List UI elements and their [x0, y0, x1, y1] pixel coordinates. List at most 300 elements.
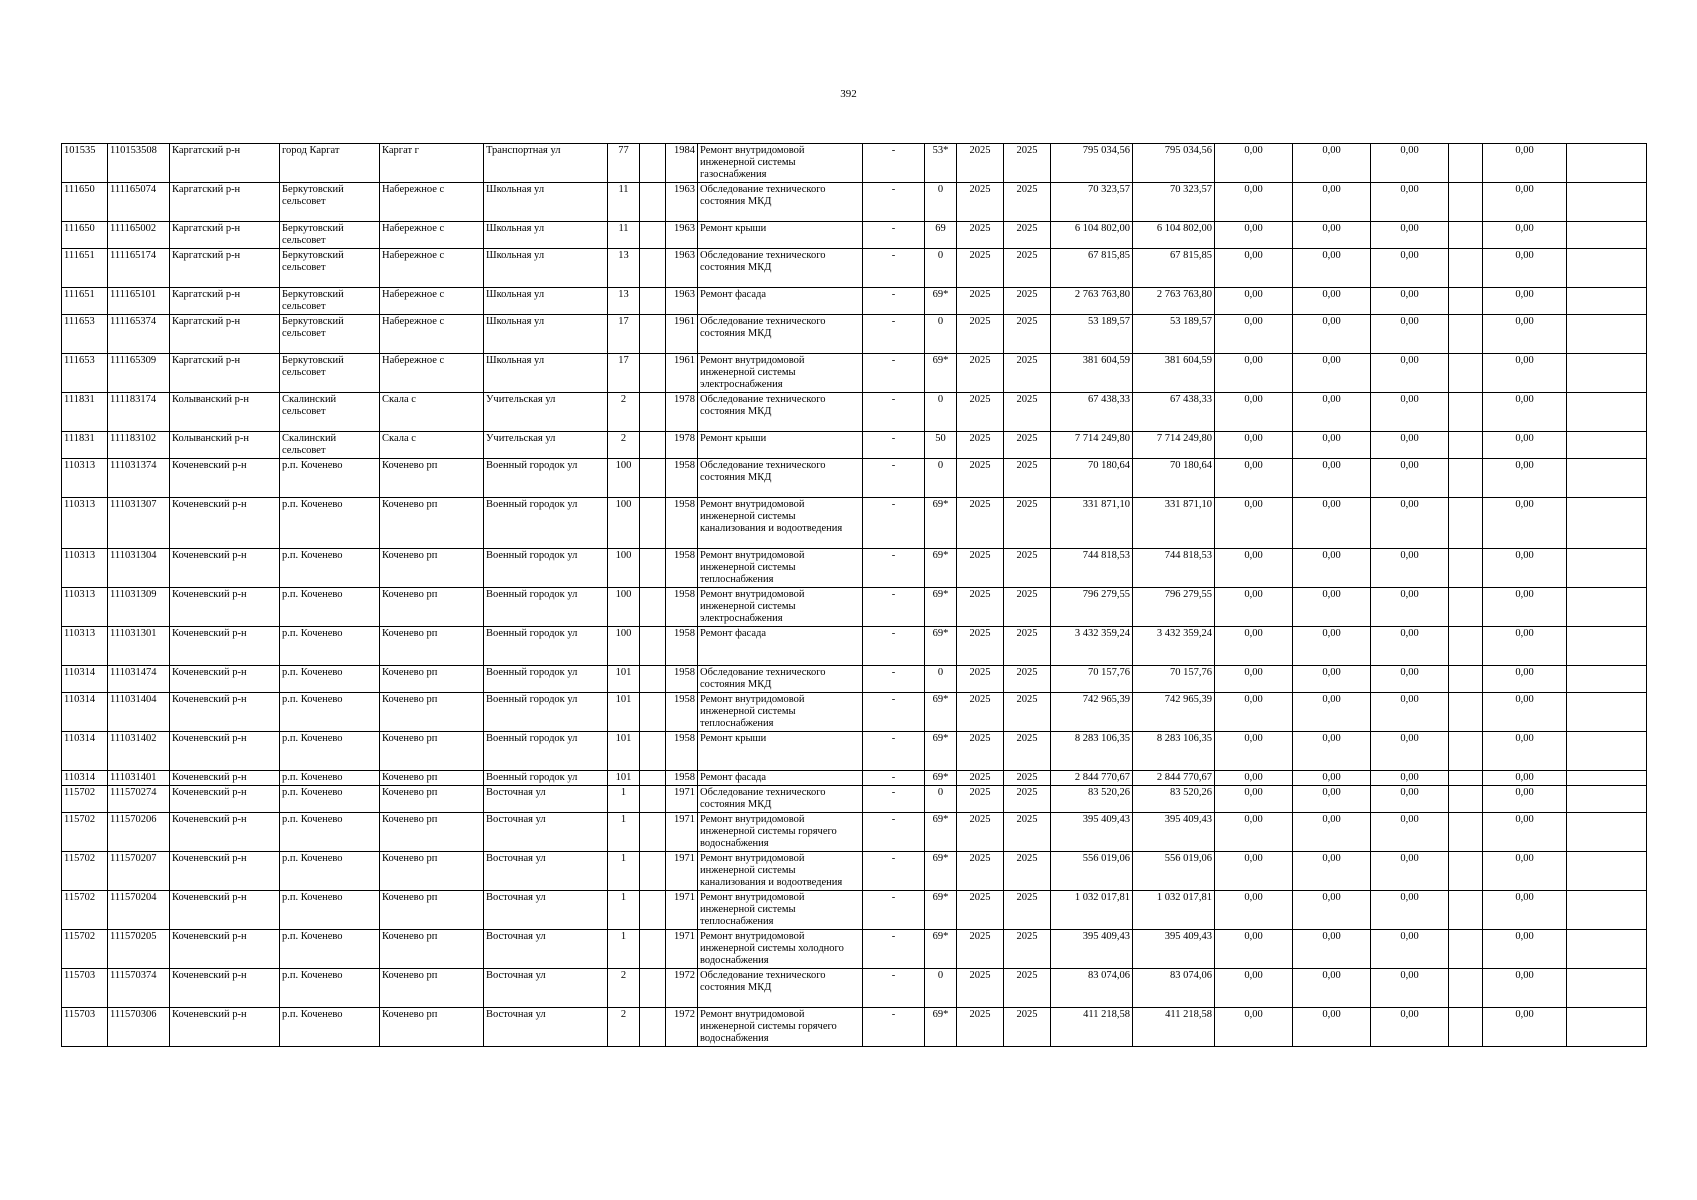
cell-year-built: 1963	[666, 222, 698, 249]
cell-work-type: Ремонт крыши	[698, 732, 863, 771]
table-row	[62, 852, 1647, 891]
cell-year-end: 2025	[1004, 144, 1051, 183]
cell-flag: -	[863, 627, 925, 666]
cell-work-type: Ремонт внутридомовой инженерной системы электроснабжения	[698, 588, 863, 627]
cell-fund-owners: 0,00	[1483, 393, 1567, 432]
cell-work-type: Ремонт фасада	[698, 288, 863, 315]
cell-wear-percent: 50	[925, 432, 957, 459]
cell-district: Коченевский р-н	[170, 852, 280, 891]
cell-work-type: Обследование технического состояния МКД	[698, 393, 863, 432]
cell-district: Каргатский р-н	[170, 183, 280, 222]
table-row	[62, 354, 1647, 393]
cell-building	[640, 249, 666, 288]
cell-house-id: 115703	[62, 1008, 108, 1047]
cell-fund-federal: 0,00	[1215, 891, 1293, 930]
cell-fund-federal: 0,00	[1215, 969, 1293, 1008]
cell-district: Коченевский р-н	[170, 588, 280, 627]
cell-blank-col	[1449, 432, 1483, 459]
cell-house-number: 11	[608, 222, 640, 249]
page-number: 392	[840, 88, 857, 100]
cell-year-end: 2025	[1004, 891, 1051, 930]
cell-total-cost: 53 189,57	[1051, 315, 1133, 354]
cell-wear-percent: 0	[925, 786, 957, 813]
cell-house-number: 100	[608, 498, 640, 549]
cell-year-built: 1958	[666, 549, 698, 588]
cell-house-number: 13	[608, 288, 640, 315]
cell-blank-col-2	[1567, 144, 1647, 183]
cell-fund-local: 0,00	[1371, 930, 1449, 969]
cell-fund-owners: 0,00	[1483, 732, 1567, 771]
cell-district: Каргатский р-н	[170, 288, 280, 315]
cell-house-id: 111653	[62, 315, 108, 354]
cell-house-id: 111831	[62, 432, 108, 459]
cell-blank-col-2	[1567, 732, 1647, 771]
cell-total-cost: 1 032 017,81	[1051, 891, 1133, 930]
cell-fund-regional: 0,00	[1293, 969, 1371, 1008]
table-row	[62, 666, 1647, 693]
cell-settlement: Коченево рп	[380, 459, 484, 498]
cell-building	[640, 693, 666, 732]
cell-house-number: 1	[608, 891, 640, 930]
cell-cost-budget: 381 604,59	[1133, 354, 1215, 393]
cell-wear-percent: 0	[925, 183, 957, 222]
cell-work-type: Ремонт внутридомовой инженерной системы теплоснабжения	[698, 549, 863, 588]
cell-blank-col-2	[1567, 666, 1647, 693]
cell-year-start: 2025	[957, 183, 1004, 222]
cell-settlement: Набережное с	[380, 183, 484, 222]
cell-settlement: Коченево рп	[380, 771, 484, 786]
cell-building	[640, 930, 666, 969]
cell-fund-regional: 0,00	[1293, 222, 1371, 249]
cell-fund-owners: 0,00	[1483, 354, 1567, 393]
cell-settlement: Каргат г	[380, 144, 484, 183]
cell-blank-col	[1449, 693, 1483, 732]
cell-work-type: Ремонт внутридомовой инженерной системы канализования и водоотведения	[698, 852, 863, 891]
cell-work-type: Ремонт внутридомовой инженерной системы холодного водоснабжения	[698, 930, 863, 969]
cell-house-id: 110313	[62, 459, 108, 498]
cell-municipality: р.п. Коченево	[280, 786, 380, 813]
cell-cost-budget: 6 104 802,00	[1133, 222, 1215, 249]
cell-work-id: 111031307	[108, 498, 170, 549]
cell-street: Восточная ул	[484, 786, 608, 813]
cell-cost-budget: 1 032 017,81	[1133, 891, 1215, 930]
cell-fund-owners: 0,00	[1483, 222, 1567, 249]
cell-work-id: 111165174	[108, 249, 170, 288]
cell-fund-local: 0,00	[1371, 498, 1449, 549]
cell-fund-local: 0,00	[1371, 288, 1449, 315]
cell-building	[640, 732, 666, 771]
cell-flag: -	[863, 288, 925, 315]
cell-year-start: 2025	[957, 786, 1004, 813]
cell-blank-col-2	[1567, 498, 1647, 549]
cell-house-id: 111651	[62, 249, 108, 288]
cell-house-id: 115702	[62, 852, 108, 891]
cell-flag: -	[863, 732, 925, 771]
cell-fund-owners: 0,00	[1483, 771, 1567, 786]
cell-work-id: 111031309	[108, 588, 170, 627]
cell-blank-col	[1449, 786, 1483, 813]
cell-district: Коченевский р-н	[170, 627, 280, 666]
cell-work-type: Ремонт внутридомовой инженерной системы горячего водоснабжения	[698, 813, 863, 852]
cell-work-type: Ремонт внутридомовой инженерной системы теплоснабжения	[698, 693, 863, 732]
cell-blank-col-2	[1567, 852, 1647, 891]
cell-blank-col-2	[1567, 288, 1647, 315]
cell-wear-percent: 0	[925, 459, 957, 498]
cell-work-type: Обследование технического состояния МКД	[698, 315, 863, 354]
cell-wear-percent: 0	[925, 666, 957, 693]
cell-year-built: 1971	[666, 891, 698, 930]
cell-fund-federal: 0,00	[1215, 183, 1293, 222]
cell-cost-budget: 7 714 249,80	[1133, 432, 1215, 459]
cell-blank-col	[1449, 813, 1483, 852]
table-row	[62, 891, 1647, 930]
cell-fund-regional: 0,00	[1293, 183, 1371, 222]
cell-work-id: 111570306	[108, 1008, 170, 1047]
cell-street: Военный городок ул	[484, 693, 608, 732]
cell-house-id: 111653	[62, 354, 108, 393]
table-row	[62, 930, 1647, 969]
cell-district: Коченевский р-н	[170, 549, 280, 588]
cell-fund-regional: 0,00	[1293, 930, 1371, 969]
capital-repair-table	[61, 143, 1647, 1047]
cell-year-end: 2025	[1004, 588, 1051, 627]
cell-fund-federal: 0,00	[1215, 393, 1293, 432]
cell-total-cost: 67 438,33	[1051, 393, 1133, 432]
cell-wear-percent: 69*	[925, 498, 957, 549]
cell-settlement: Коченево рп	[380, 891, 484, 930]
cell-district: Колыванский р-н	[170, 393, 280, 432]
cell-flag: -	[863, 786, 925, 813]
cell-total-cost: 6 104 802,00	[1051, 222, 1133, 249]
cell-street: Восточная ул	[484, 852, 608, 891]
cell-total-cost: 742 965,39	[1051, 693, 1133, 732]
cell-house-id: 115703	[62, 969, 108, 1008]
cell-fund-regional: 0,00	[1293, 891, 1371, 930]
cell-house-number: 77	[608, 144, 640, 183]
cell-fund-regional: 0,00	[1293, 498, 1371, 549]
cell-year-built: 1984	[666, 144, 698, 183]
cell-flag: -	[863, 666, 925, 693]
cell-work-type: Ремонт крыши	[698, 222, 863, 249]
cell-fund-regional: 0,00	[1293, 315, 1371, 354]
cell-year-built: 1958	[666, 771, 698, 786]
cell-municipality: р.п. Коченево	[280, 588, 380, 627]
table-row	[62, 498, 1647, 549]
cell-flag: -	[863, 891, 925, 930]
cell-year-end: 2025	[1004, 930, 1051, 969]
cell-house-id: 110314	[62, 732, 108, 771]
cell-flag: -	[863, 222, 925, 249]
cell-blank-col	[1449, 249, 1483, 288]
cell-flag: -	[863, 354, 925, 393]
cell-year-end: 2025	[1004, 315, 1051, 354]
cell-street: Школьная ул	[484, 249, 608, 288]
cell-municipality: р.п. Коченево	[280, 693, 380, 732]
cell-year-start: 2025	[957, 432, 1004, 459]
cell-cost-budget: 796 279,55	[1133, 588, 1215, 627]
cell-municipality: р.п. Коченево	[280, 813, 380, 852]
cell-fund-local: 0,00	[1371, 813, 1449, 852]
cell-fund-local: 0,00	[1371, 354, 1449, 393]
cell-fund-owners: 0,00	[1483, 852, 1567, 891]
cell-blank-col	[1449, 666, 1483, 693]
cell-municipality: р.п. Коченево	[280, 732, 380, 771]
cell-wear-percent: 69	[925, 222, 957, 249]
cell-fund-owners: 0,00	[1483, 666, 1567, 693]
cell-fund-local: 0,00	[1371, 183, 1449, 222]
cell-district: Каргатский р-н	[170, 144, 280, 183]
cell-cost-budget: 67 438,33	[1133, 393, 1215, 432]
cell-year-end: 2025	[1004, 549, 1051, 588]
cell-municipality: р.п. Коченево	[280, 771, 380, 786]
cell-blank-col-2	[1567, 249, 1647, 288]
cell-district: Каргатский р-н	[170, 315, 280, 354]
cell-fund-local: 0,00	[1371, 393, 1449, 432]
cell-work-type: Обследование технического состояния МКД	[698, 969, 863, 1008]
cell-house-number: 100	[608, 627, 640, 666]
cell-year-start: 2025	[957, 315, 1004, 354]
cell-year-end: 2025	[1004, 852, 1051, 891]
cell-house-id: 110314	[62, 666, 108, 693]
cell-fund-federal: 0,00	[1215, 288, 1293, 315]
cell-municipality: Беркутовский сельсовет	[280, 222, 380, 249]
cell-house-number: 101	[608, 666, 640, 693]
cell-district: Коченевский р-н	[170, 732, 280, 771]
cell-fund-owners: 0,00	[1483, 315, 1567, 354]
cell-settlement: Коченево рп	[380, 627, 484, 666]
cell-street: Восточная ул	[484, 891, 608, 930]
table-row	[62, 627, 1647, 666]
cell-building	[640, 549, 666, 588]
cell-work-id: 111570274	[108, 786, 170, 813]
cell-building	[640, 813, 666, 852]
cell-year-start: 2025	[957, 969, 1004, 1008]
cell-street: Военный городок ул	[484, 732, 608, 771]
cell-house-id: 111650	[62, 183, 108, 222]
cell-year-start: 2025	[957, 288, 1004, 315]
cell-blank-col	[1449, 588, 1483, 627]
cell-house-number: 100	[608, 549, 640, 588]
cell-municipality: р.п. Коченево	[280, 498, 380, 549]
cell-total-cost: 83 074,06	[1051, 969, 1133, 1008]
cell-district: Каргатский р-н	[170, 354, 280, 393]
cell-year-end: 2025	[1004, 354, 1051, 393]
cell-wear-percent: 53*	[925, 144, 957, 183]
cell-fund-local: 0,00	[1371, 852, 1449, 891]
cell-work-type: Ремонт внутридомовой инженерной системы газоснабжения	[698, 144, 863, 183]
cell-year-built: 1978	[666, 393, 698, 432]
cell-fund-federal: 0,00	[1215, 732, 1293, 771]
cell-municipality: Беркутовский сельсовет	[280, 315, 380, 354]
cell-fund-local: 0,00	[1371, 891, 1449, 930]
cell-street: Военный городок ул	[484, 588, 608, 627]
cell-cost-budget: 3 432 359,24	[1133, 627, 1215, 666]
cell-wear-percent: 0	[925, 315, 957, 354]
cell-blank-col	[1449, 498, 1483, 549]
cell-cost-budget: 8 283 106,35	[1133, 732, 1215, 771]
cell-total-cost: 331 871,10	[1051, 498, 1133, 549]
cell-street: Восточная ул	[484, 930, 608, 969]
cell-flag: -	[863, 393, 925, 432]
cell-work-id: 111031401	[108, 771, 170, 786]
cell-wear-percent: 69*	[925, 852, 957, 891]
cell-fund-federal: 0,00	[1215, 771, 1293, 786]
cell-work-id: 111570207	[108, 852, 170, 891]
cell-year-end: 2025	[1004, 969, 1051, 1008]
cell-fund-owners: 0,00	[1483, 183, 1567, 222]
table-row	[62, 459, 1647, 498]
cell-house-number: 13	[608, 249, 640, 288]
cell-district: Колыванский р-н	[170, 432, 280, 459]
cell-year-end: 2025	[1004, 288, 1051, 315]
cell-house-id: 110313	[62, 627, 108, 666]
cell-work-type: Обследование технического состояния МКД	[698, 666, 863, 693]
cell-work-type: Обследование технического состояния МКД	[698, 249, 863, 288]
cell-fund-regional: 0,00	[1293, 852, 1371, 891]
cell-building	[640, 393, 666, 432]
cell-fund-owners: 0,00	[1483, 288, 1567, 315]
cell-house-id: 110314	[62, 693, 108, 732]
cell-year-end: 2025	[1004, 249, 1051, 288]
cell-year-start: 2025	[957, 891, 1004, 930]
cell-work-type: Ремонт крыши	[698, 432, 863, 459]
cell-fund-regional: 0,00	[1293, 771, 1371, 786]
cell-fund-federal: 0,00	[1215, 459, 1293, 498]
cell-blank-col-2	[1567, 627, 1647, 666]
cell-cost-budget: 70 323,57	[1133, 183, 1215, 222]
cell-year-end: 2025	[1004, 498, 1051, 549]
cell-settlement: Коченево рп	[380, 813, 484, 852]
cell-total-cost: 83 520,26	[1051, 786, 1133, 813]
cell-municipality: Беркутовский сельсовет	[280, 183, 380, 222]
cell-blank-col-2	[1567, 813, 1647, 852]
cell-house-number: 1	[608, 930, 640, 969]
cell-district: Коченевский р-н	[170, 813, 280, 852]
cell-house-number: 2	[608, 969, 640, 1008]
cell-year-end: 2025	[1004, 627, 1051, 666]
cell-fund-federal: 0,00	[1215, 144, 1293, 183]
cell-street: Военный городок ул	[484, 498, 608, 549]
cell-street: Школьная ул	[484, 222, 608, 249]
cell-flag: -	[863, 459, 925, 498]
cell-house-id: 110314	[62, 771, 108, 786]
cell-year-end: 2025	[1004, 1008, 1051, 1047]
cell-municipality: Беркутовский сельсовет	[280, 354, 380, 393]
cell-district: Каргатский р-н	[170, 249, 280, 288]
cell-fund-local: 0,00	[1371, 666, 1449, 693]
cell-year-end: 2025	[1004, 732, 1051, 771]
cell-blank-col	[1449, 354, 1483, 393]
cell-fund-local: 0,00	[1371, 588, 1449, 627]
cell-year-end: 2025	[1004, 693, 1051, 732]
cell-year-built: 1963	[666, 249, 698, 288]
cell-work-id: 111570205	[108, 930, 170, 969]
cell-year-start: 2025	[957, 222, 1004, 249]
cell-blank-col-2	[1567, 549, 1647, 588]
cell-settlement: Набережное с	[380, 249, 484, 288]
cell-fund-owners: 0,00	[1483, 549, 1567, 588]
cell-year-built: 1958	[666, 627, 698, 666]
cell-fund-regional: 0,00	[1293, 144, 1371, 183]
cell-cost-budget: 53 189,57	[1133, 315, 1215, 354]
cell-building	[640, 315, 666, 354]
cell-total-cost: 395 409,43	[1051, 813, 1133, 852]
cell-total-cost: 70 180,64	[1051, 459, 1133, 498]
cell-blank-col	[1449, 1008, 1483, 1047]
cell-house-number: 17	[608, 354, 640, 393]
cell-fund-federal: 0,00	[1215, 354, 1293, 393]
cell-fund-regional: 0,00	[1293, 549, 1371, 588]
cell-house-number: 101	[608, 732, 640, 771]
cell-total-cost: 795 034,56	[1051, 144, 1133, 183]
cell-house-number: 100	[608, 588, 640, 627]
cell-blank-col-2	[1567, 222, 1647, 249]
cell-blank-col	[1449, 144, 1483, 183]
cell-total-cost: 381 604,59	[1051, 354, 1133, 393]
cell-fund-federal: 0,00	[1215, 813, 1293, 852]
cell-fund-federal: 0,00	[1215, 315, 1293, 354]
cell-wear-percent: 0	[925, 969, 957, 1008]
cell-settlement: Коченево рп	[380, 786, 484, 813]
cell-flag: -	[863, 549, 925, 588]
cell-house-id: 110313	[62, 588, 108, 627]
cell-cost-budget: 331 871,10	[1133, 498, 1215, 549]
cell-year-start: 2025	[957, 930, 1004, 969]
cell-year-start: 2025	[957, 771, 1004, 786]
cell-wear-percent: 69*	[925, 354, 957, 393]
cell-year-start: 2025	[957, 498, 1004, 549]
cell-house-id: 111651	[62, 288, 108, 315]
cell-district: Коченевский р-н	[170, 930, 280, 969]
cell-year-built: 1971	[666, 852, 698, 891]
cell-year-start: 2025	[957, 693, 1004, 732]
cell-work-type: Ремонт внутридомовой инженерной системы теплоснабжения	[698, 891, 863, 930]
cell-fund-regional: 0,00	[1293, 432, 1371, 459]
cell-work-id: 111165309	[108, 354, 170, 393]
cell-blank-col-2	[1567, 693, 1647, 732]
cell-street: Восточная ул	[484, 969, 608, 1008]
cell-fund-regional: 0,00	[1293, 354, 1371, 393]
cell-street: Школьная ул	[484, 183, 608, 222]
cell-house-id: 111650	[62, 222, 108, 249]
cell-building	[640, 1008, 666, 1047]
cell-total-cost: 7 714 249,80	[1051, 432, 1133, 459]
cell-municipality: р.п. Коченево	[280, 627, 380, 666]
cell-district: Коченевский р-н	[170, 666, 280, 693]
table-row	[62, 315, 1647, 354]
cell-wear-percent: 69*	[925, 627, 957, 666]
cell-building	[640, 588, 666, 627]
cell-total-cost: 2 763 763,80	[1051, 288, 1133, 315]
cell-blank-col	[1449, 852, 1483, 891]
cell-blank-col-2	[1567, 183, 1647, 222]
cell-fund-local: 0,00	[1371, 315, 1449, 354]
cell-street: Военный городок ул	[484, 627, 608, 666]
cell-municipality: р.п. Коченево	[280, 459, 380, 498]
cell-total-cost: 744 818,53	[1051, 549, 1133, 588]
cell-building	[640, 432, 666, 459]
cell-year-start: 2025	[957, 549, 1004, 588]
cell-street: Учительская ул	[484, 432, 608, 459]
cell-fund-local: 0,00	[1371, 459, 1449, 498]
cell-total-cost: 70 157,76	[1051, 666, 1133, 693]
table-row	[62, 288, 1647, 315]
cell-house-id: 101535	[62, 144, 108, 183]
cell-total-cost: 67 815,85	[1051, 249, 1133, 288]
cell-fund-federal: 0,00	[1215, 432, 1293, 459]
cell-work-type: Ремонт фасада	[698, 627, 863, 666]
cell-cost-budget: 67 815,85	[1133, 249, 1215, 288]
